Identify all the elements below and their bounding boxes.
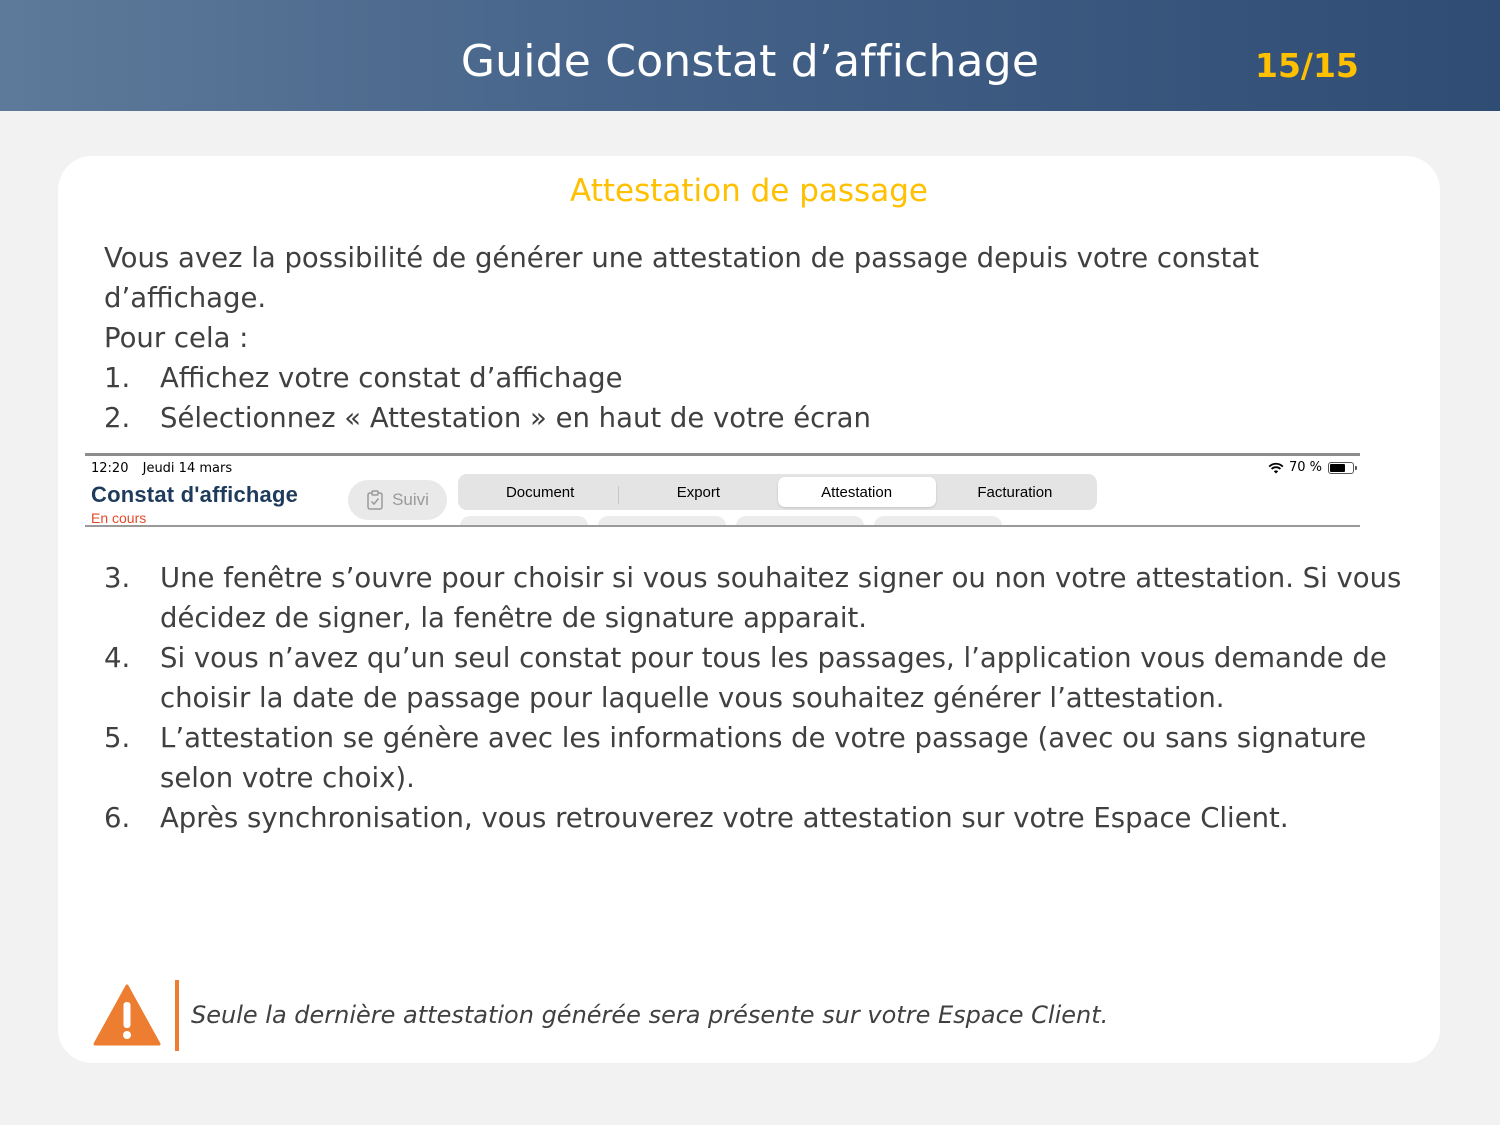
tab-attestation[interactable]	[778, 477, 936, 507]
list-item	[104, 398, 1404, 438]
tab-label: Attestation	[821, 483, 893, 501]
steps-list	[104, 558, 1404, 838]
status-time: 12:20	[91, 461, 129, 476]
status-bar	[91, 461, 232, 476]
warning-divider	[175, 980, 179, 1051]
warning-text: Seule la dernière attestation générée sera présente sur votre Espace Client.	[191, 1001, 1109, 1029]
status-date: Jeudi 14 mars	[142, 461, 233, 476]
toolbar-button[interactable]	[460, 516, 588, 527]
step-text: décidez de signer, la fenêtre de signature apparait.	[160, 602, 868, 634]
list-item	[104, 798, 1404, 838]
suivi-button[interactable]	[348, 480, 447, 520]
intro-line: Vous avez la possibilité de générer une attestation de passage depuis votre constat d’affichage.	[104, 242, 1259, 314]
step-text: Après synchronisation, vous retrouverez votre attestation sur votre Espace Client.	[160, 802, 1289, 834]
app-screenshot	[85, 453, 1360, 527]
status-right	[1268, 460, 1354, 475]
suivi-label: Suivi	[392, 490, 429, 509]
section-title: Attestation de passage	[570, 173, 928, 209]
tab-document[interactable]	[461, 477, 619, 507]
warning-triangle-icon	[93, 984, 161, 1046]
list-item	[104, 558, 1404, 638]
segmented-control	[458, 474, 1097, 510]
page-number: 15/15	[1255, 46, 1359, 85]
app-title: Constat d'affichage	[91, 482, 299, 507]
list-item	[104, 638, 1404, 718]
app-status: En cours	[91, 510, 147, 526]
step-number: 6.	[104, 802, 131, 834]
step-number: 1.	[104, 362, 131, 394]
step-number: 3.	[104, 562, 131, 594]
step-text: Une fenêtre s’ouvre pour choisir si vous souhaitez signer ou non votre attestation. Si vous	[160, 562, 1402, 594]
toolbar-button[interactable]	[598, 516, 726, 527]
tab-facturation[interactable]	[936, 477, 1094, 507]
list-item	[104, 718, 1404, 798]
wifi-icon	[1268, 462, 1284, 474]
step-number: 2.	[104, 402, 131, 434]
content-card	[58, 156, 1440, 1063]
header-bar	[0, 0, 1500, 111]
toolbar-button[interactable]	[874, 516, 1002, 527]
step-text: Sélectionnez « Attestation » en haut de votre écran	[160, 402, 871, 434]
tab-label: Facturation	[977, 483, 1053, 501]
battery-percent: 70 %	[1288, 460, 1322, 475]
toolbar-button[interactable]	[736, 516, 864, 527]
tab-label: Export	[676, 483, 721, 501]
step-text: choisir la date de passage pour laquelle vous souhaitez générer l’attestation.	[160, 682, 1225, 714]
step-text: selon votre choix).	[160, 762, 415, 794]
list-item	[104, 358, 1404, 398]
intro-text	[104, 238, 1424, 358]
intro-line: Pour cela :	[104, 322, 249, 354]
steps-list	[104, 358, 1404, 438]
battery-icon	[1328, 462, 1354, 474]
step-number: 5.	[104, 722, 131, 754]
step-text: L’attestation se génère avec les informations de votre passage (avec ou sans signature	[160, 722, 1367, 754]
step-number: 4.	[104, 642, 131, 674]
page-title: Guide Constat d’affichage	[460, 36, 1040, 87]
tab-label: Document	[505, 483, 575, 501]
step-text: Si vous n’avez qu’un seul constat pour tous les passages, l’application vous demande de	[160, 642, 1387, 674]
clipboard-icon	[366, 490, 384, 510]
battery-level	[1330, 464, 1345, 472]
step-text: Affichez votre constat d’affichage	[160, 362, 623, 394]
tab-export[interactable]	[619, 477, 777, 507]
